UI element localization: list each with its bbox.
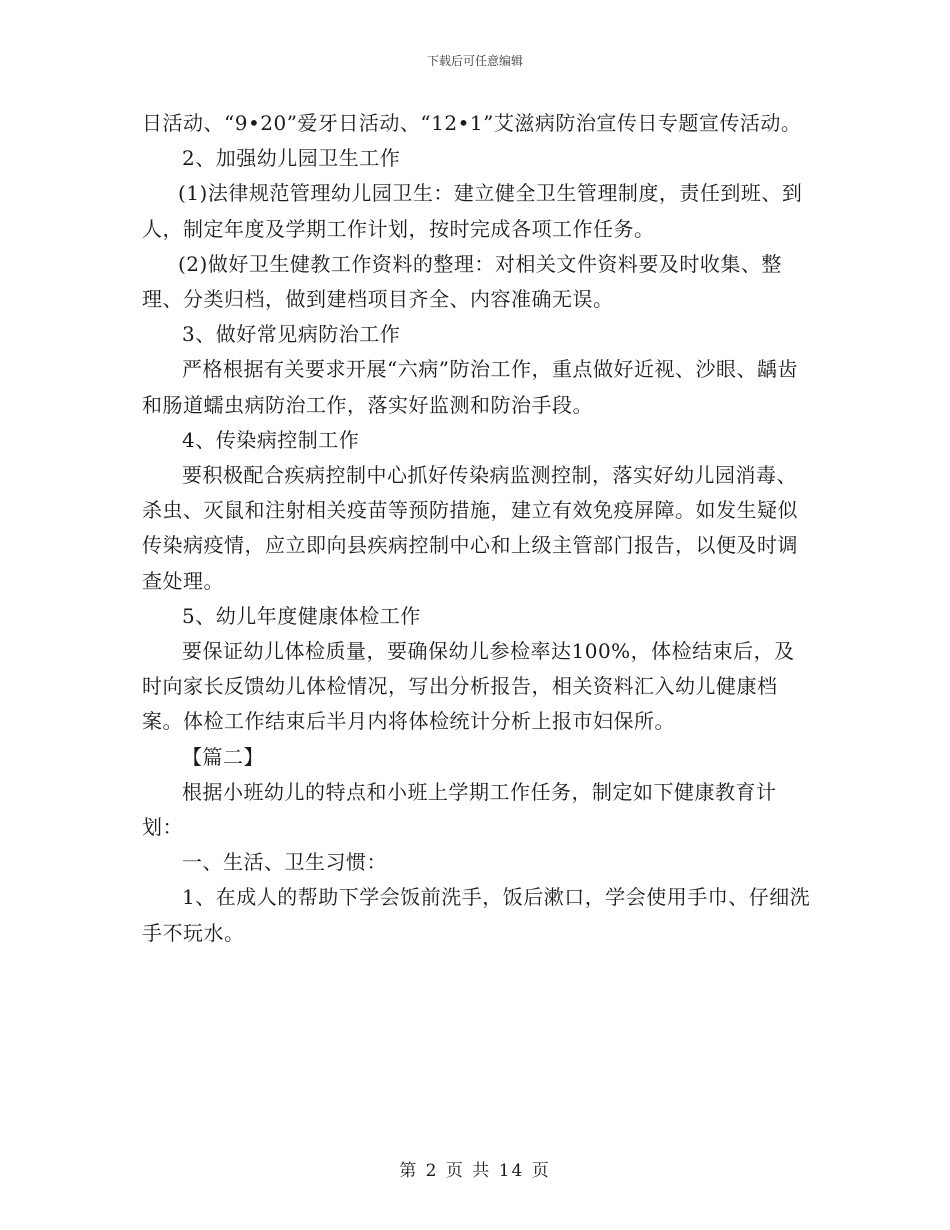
section-heading-2: 2、加强幼儿园卫生工作 — [182, 146, 401, 171]
paragraph-item-2: (2)做好卫生健教工作资料的整理：对相关文件资料要及时收集、整理、分类归档，做到建档项目齐全、内容准确无误。 — [142, 251, 782, 312]
paragraph-disease-prevention: 严格根据有关要求开展“六病”防治工作，重点做好近视、沙眼、龋齿和肠道蠕虫病防治工作，落实好监测和防治手段。 — [142, 357, 798, 417]
section-heading-3: 3、做好常见病防治工作 — [182, 322, 401, 347]
paragraph-health-checkup: 要保证幼儿体检质量，要确保幼儿参检率达100%，体检结束后，及时向家长反馈幼儿体检情况，写出分析报告，相关资料汇入幼儿健康档案。体检工作结束后半月内将体检统计分析上报市妇保所。 — [142, 639, 795, 734]
part-title: 【篇二】 — [182, 744, 264, 769]
paragraph-habit-1: 1、在成人的帮助下学会饭前洗手，饭后漱口，学会使用手巾、仔细洗手不玩水。 — [142, 885, 811, 945]
paragraph-infection-control: 要积极配合疾病控制中心抓好传染病监测控制，落实好幼儿园消毒、杀虫、灭鼠和注射相关疫苗等预防措施，建立有效免疫屏障。如发生疑似传染病疫情，应立即向县疾病控制中心和上级主管部门报告，以便及时调查处理。 — [142, 463, 798, 593]
paragraph-intro: 根据小班幼儿的特点和小班上学期工作任务，制定如下健康教育计划： — [142, 779, 777, 840]
document-body — [142, 106, 814, 951]
paragraph-item-1: (1)法律规范管理幼儿园卫生：建立健全卫生管理制度，责任到班、到人，制定年度及学期工作计划，按时完成各项工作任务。 — [142, 181, 803, 241]
section-heading-habits: 一、生活、卫生习惯： — [182, 850, 387, 875]
section-heading-5: 5、幼儿年度健康体检工作 — [182, 603, 421, 628]
paragraph-continuation: 日活动、“9•20”爱牙日活动、“12•1”艾滋病防治宣传日专题宣传活动。 — [142, 111, 802, 135]
section-heading-4: 4、传染病控制工作 — [182, 427, 360, 452]
page-number: 第 2 页 共 14 页 — [399, 1161, 551, 1181]
page-header: 下载后可任意编辑 — [426, 54, 523, 68]
